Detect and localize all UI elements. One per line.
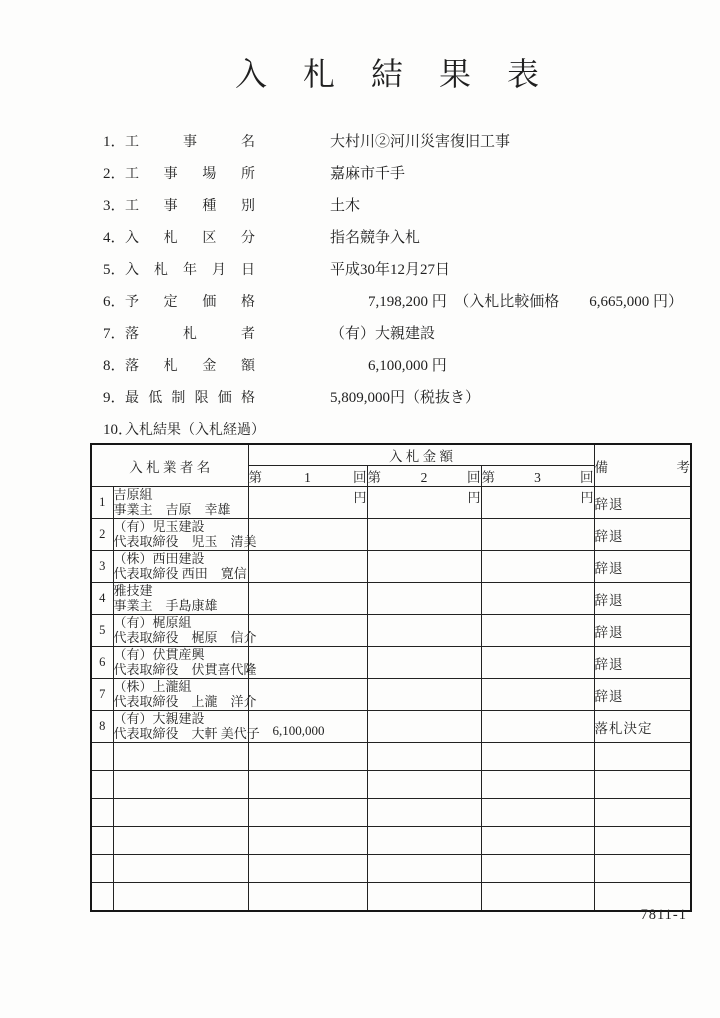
bid-round2-cell bbox=[367, 679, 481, 711]
bidder-name-cell bbox=[113, 583, 248, 615]
bidder-name-cell bbox=[113, 551, 248, 583]
summary-item-bid-category bbox=[103, 229, 683, 261]
representative-name: 代表取締役 上瀧 洋介 bbox=[113, 694, 257, 709]
item-value: 6,100,000 円 bbox=[368, 358, 447, 374]
company-name: 雅技建 bbox=[113, 583, 153, 598]
item-number: 3． bbox=[103, 198, 126, 214]
bidder-number-cell: 5 bbox=[91, 615, 113, 647]
remark-cell: 辞退 bbox=[594, 615, 691, 647]
remark-cell: 辞退 bbox=[594, 487, 691, 519]
bid-round1-cell bbox=[248, 583, 367, 615]
item-label: 落 札 者 bbox=[125, 327, 255, 342]
bidder-name-cell bbox=[113, 679, 257, 711]
bid-round2-cell: 円 bbox=[367, 487, 481, 519]
empty-row bbox=[91, 799, 691, 827]
col-header-round-1: 第 1 回 bbox=[248, 466, 367, 487]
company-name: （株）上瀧組 bbox=[113, 679, 192, 694]
item-label: 落 札 金 額 bbox=[125, 359, 255, 374]
bid-round3-cell bbox=[481, 679, 594, 711]
item-number: 8． bbox=[103, 358, 126, 374]
bid-round2-cell bbox=[367, 551, 481, 583]
remark-cell: 辞退 bbox=[594, 647, 691, 679]
item-value: 指名競争入札 bbox=[330, 230, 421, 246]
item-label: 工 事 名 bbox=[125, 135, 255, 150]
item-number: 9． bbox=[103, 390, 126, 406]
bid-round1-cell bbox=[248, 615, 367, 647]
company-name: （有）梶原組 bbox=[113, 615, 192, 630]
bidder-name-cell bbox=[113, 487, 248, 519]
bid-round3-cell bbox=[481, 647, 594, 679]
item-label: 工 事 場 所 bbox=[125, 167, 255, 182]
empty-row bbox=[91, 743, 691, 771]
bid-round2-cell bbox=[367, 519, 481, 551]
bidder-name-cell bbox=[113, 519, 257, 551]
table-row bbox=[91, 583, 691, 615]
item-number: 10． bbox=[103, 422, 134, 438]
bidder-number-cell: 7 bbox=[91, 679, 113, 711]
col-header-bid-amount: 入 札 金 額 bbox=[248, 444, 594, 466]
remark-cell: 辞退 bbox=[594, 679, 691, 711]
bid-round2-cell bbox=[367, 711, 481, 743]
bid-round1-cell: 円 bbox=[248, 487, 367, 519]
table-row bbox=[91, 679, 691, 711]
bid-round1-cell bbox=[248, 551, 367, 583]
summary-item-construction-name bbox=[103, 133, 683, 165]
item-number: 6． bbox=[103, 294, 126, 310]
empty-row bbox=[91, 883, 691, 911]
summary-item-minimum-price bbox=[103, 389, 683, 421]
item-value: 土木 bbox=[330, 198, 361, 214]
bidder-number-cell: 1 bbox=[91, 487, 113, 519]
representative-name: 代表取締役 児玉 清美 bbox=[113, 534, 257, 549]
bid-round3-cell bbox=[481, 551, 594, 583]
item-number: 1． bbox=[103, 134, 126, 150]
bid-round1-cell bbox=[248, 679, 367, 711]
company-name: 吉原組 bbox=[113, 487, 153, 502]
remark-cell: 辞退 bbox=[594, 583, 691, 615]
table-row bbox=[91, 615, 691, 647]
bidder-name-cell bbox=[113, 647, 257, 679]
table-row bbox=[91, 487, 691, 519]
summary-item-winning-amount bbox=[103, 357, 683, 389]
bid-round3-cell bbox=[481, 583, 594, 615]
representative-name: 事業主 手島康雄 bbox=[113, 598, 218, 613]
bidder-number-cell: 2 bbox=[91, 519, 113, 551]
item-value: 5,809,000円（税抜き） bbox=[330, 390, 481, 406]
company-name: （有）伏貫産興 bbox=[113, 647, 205, 662]
item-number: 5． bbox=[103, 262, 126, 278]
item-value: 7,198,200 円 （入札比較価格 6,665,000 円） bbox=[368, 294, 684, 310]
table-header-row-1 bbox=[91, 444, 691, 466]
summary-list bbox=[103, 133, 683, 453]
bidder-number-cell: 6 bbox=[91, 647, 113, 679]
bidder-number-cell: 3 bbox=[91, 551, 113, 583]
item-label: 入 札 区 分 bbox=[125, 231, 255, 246]
bid-round3-cell bbox=[481, 711, 594, 743]
item-value: （有）大親建設 bbox=[330, 326, 436, 342]
company-name: （有）大親建設 bbox=[113, 711, 205, 726]
col-header-round-2: 第 2 回 bbox=[367, 466, 481, 487]
empty-row bbox=[91, 771, 691, 799]
empty-row bbox=[91, 855, 691, 883]
item-label: 最 低 制 限 価 格 bbox=[125, 391, 255, 406]
bid-round1-cell: 6,100,000 bbox=[248, 711, 367, 743]
item-number: 2． bbox=[103, 166, 126, 182]
table-row bbox=[91, 711, 691, 743]
table-row bbox=[91, 647, 691, 679]
page-number: 7811-1 bbox=[640, 907, 687, 923]
bid-round2-cell bbox=[367, 615, 481, 647]
col-header-remarks: 備 考 bbox=[594, 444, 691, 487]
table-row bbox=[91, 519, 691, 551]
representative-name: 代表取締役 梶原 信介 bbox=[113, 630, 257, 645]
bidder-name-cell bbox=[113, 615, 257, 647]
page-title: 入 札 結 果 表 bbox=[234, 56, 541, 92]
representative-name: 代表取締役 大軒 美代子 bbox=[113, 726, 260, 741]
bid-round3-cell bbox=[481, 615, 594, 647]
bid-round2-cell bbox=[367, 583, 481, 615]
company-name: （株）西田建設 bbox=[113, 551, 205, 566]
item-value: 大村川②河川災害復旧工事 bbox=[330, 134, 511, 150]
remark-cell: 落札決定 bbox=[594, 711, 691, 743]
representative-name: 事業主 吉原 幸雄 bbox=[113, 502, 231, 517]
remark-cell: 辞退 bbox=[594, 519, 691, 551]
item-value: 平成30年12月27日 bbox=[330, 262, 451, 278]
bid-round3-cell: 円 bbox=[481, 487, 594, 519]
item-label: 予 定 価 格 bbox=[125, 295, 255, 310]
bid-round2-cell bbox=[367, 647, 481, 679]
bid-result-table bbox=[90, 443, 692, 912]
bidder-name-cell bbox=[113, 711, 260, 743]
company-name: （有）児玉建設 bbox=[113, 519, 205, 534]
item-label: 入 札 年 月 日 bbox=[125, 263, 255, 278]
representative-name: 代表取締役 西田 寛信 bbox=[113, 566, 247, 581]
empty-row bbox=[91, 827, 691, 855]
col-header-round-3: 第 3 回 bbox=[481, 466, 594, 487]
bid-round1-cell bbox=[248, 647, 367, 679]
item-label: 工 事 種 別 bbox=[125, 199, 255, 214]
bid-round3-cell bbox=[481, 519, 594, 551]
item-value: 嘉麻市千手 bbox=[330, 166, 406, 182]
bidder-number-cell: 8 bbox=[91, 711, 113, 743]
summary-item-work-type bbox=[103, 197, 683, 229]
summary-item-location bbox=[103, 165, 683, 197]
remark-cell: 辞退 bbox=[594, 551, 691, 583]
item-number: 7． bbox=[103, 326, 126, 342]
item-label: 入札結果（入札経過） bbox=[125, 423, 265, 438]
representative-name: 代表取締役 伏貫喜代隆 bbox=[113, 662, 257, 677]
summary-item-winning-bidder bbox=[103, 325, 683, 357]
item-number: 4． bbox=[103, 230, 126, 246]
bid-round1-cell bbox=[248, 519, 367, 551]
col-header-bidder-name: 入 札 業 者 名 bbox=[91, 444, 248, 487]
summary-item-planned-price bbox=[103, 293, 683, 325]
table-row bbox=[91, 551, 691, 583]
summary-item-bid-date bbox=[103, 261, 683, 293]
bidder-number-cell: 4 bbox=[91, 583, 113, 615]
